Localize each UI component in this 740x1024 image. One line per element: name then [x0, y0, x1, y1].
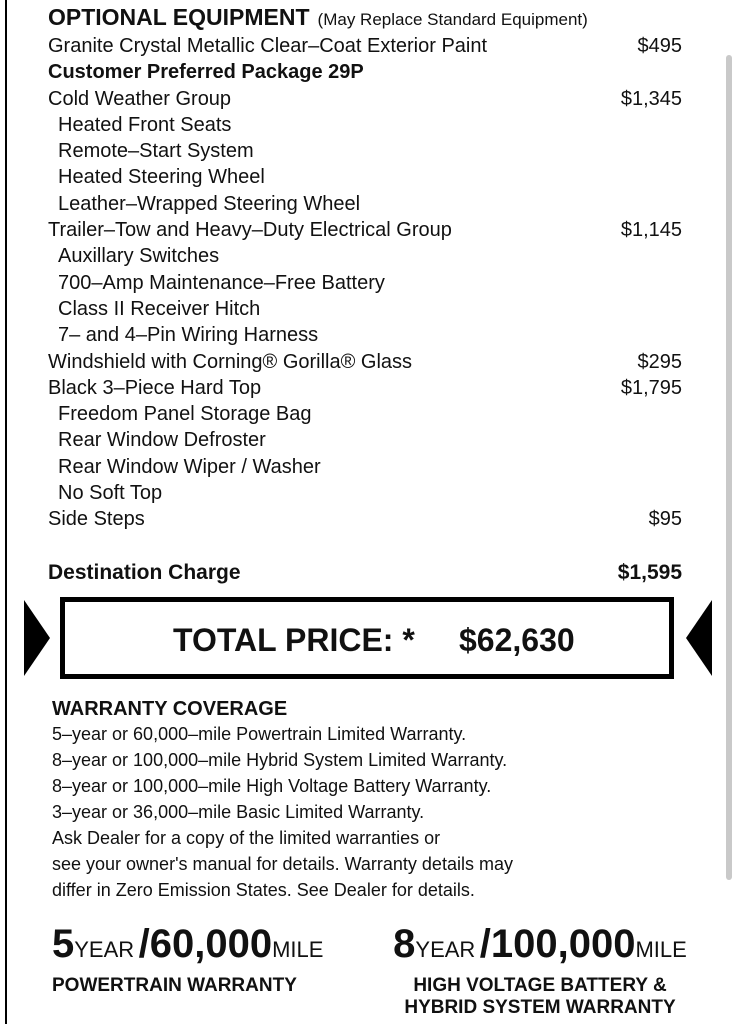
equipment-subitem — [48, 164, 688, 190]
section-title: OPTIONAL EQUIPMENT — [48, 4, 310, 30]
equipment-subitem — [48, 243, 688, 269]
equipment-price: $295 — [637, 350, 682, 373]
warranty-line: 8–year or 100,000–mile Hybrid System Limited Warranty. — [52, 750, 508, 770]
equipment-label: Customer Preferred Package 29P — [48, 61, 364, 84]
badge-headline: 8YEAR /100,000MILE — [393, 922, 687, 966]
destination-price: $1,595 — [617, 561, 682, 584]
equipment-price: $95 — [648, 508, 682, 531]
equipment-label: Class II Receiver Hitch — [58, 297, 261, 320]
equipment-item — [48, 217, 688, 243]
destination-charge-row — [48, 559, 684, 587]
equipment-label: Trailer–Tow and Heavy–Duty Electrical Group — [48, 219, 452, 242]
badge-mile-unit: MILE — [272, 937, 324, 962]
badge-year-unit: YEAR — [74, 937, 135, 962]
warranty-title: WARRANTY COVERAGE — [52, 698, 288, 720]
warranty-line: 8–year or 100,000–mile High Voltage Battery Warranty. — [52, 776, 492, 796]
badge-years: 5 — [52, 922, 75, 966]
section-note: (May Replace Standard Equipment) — [317, 10, 588, 29]
badge-headline: 5YEAR /60,000MILE — [52, 922, 324, 966]
warranty-line: see your owner's manual for details. Warranty details may — [52, 854, 513, 874]
equipment-price: $1,795 — [620, 376, 682, 399]
badge-years: 8 — [393, 922, 416, 966]
destination-label: Destination Charge — [48, 561, 241, 584]
equipment-label: Windshield with Corning® Gorilla® Glass — [48, 350, 413, 373]
equipment-price: $495 — [637, 35, 682, 57]
powertrain-warranty-badge — [52, 922, 332, 997]
equipment-label: 700–Amp Maintenance–Free Battery — [58, 271, 385, 294]
right-pointer-triangle — [686, 600, 712, 676]
equipment-subitem — [48, 401, 688, 427]
badge-caption: POWERTRAIN WARRANTY — [52, 975, 297, 996]
equipment-label: Remote–Start System — [58, 140, 254, 163]
badge-miles: 60,000 — [149, 922, 273, 966]
equipment-label: Black 3–Piece Hard Top — [48, 376, 262, 399]
equipment-label: Freedom Panel Storage Bag — [58, 403, 312, 426]
warranty-coverage-section — [52, 697, 612, 903]
badge-year-unit: YEAR — [415, 937, 476, 962]
equipment-item — [48, 506, 688, 532]
warranty-line: differ in Zero Emission States. See Dealer for details. — [52, 880, 475, 900]
optional-equipment-section — [48, 4, 688, 533]
equipment-subitem — [48, 480, 688, 506]
equipment-label: Rear Window Defroster — [58, 429, 266, 452]
equipment-label: Heated Front Seats — [58, 113, 232, 136]
badge-mile-unit: MILE — [635, 937, 687, 962]
scrollbar[interactable] — [726, 55, 732, 880]
equipment-label: Side Steps — [48, 508, 145, 531]
badge-caption-line-2: HYBRID SYSTEM WARRANTY — [404, 997, 676, 1018]
warranty-line: 5–year or 60,000–mile Powertrain Limited Warranty. — [52, 724, 467, 744]
total-price-label: TOTAL PRICE: * — [173, 622, 415, 658]
equipment-subitem — [48, 427, 688, 453]
equipment-label: 7– and 4–Pin Wiring Harness — [58, 324, 319, 347]
equipment-label: Heated Steering Wheel — [58, 166, 265, 189]
warranty-line: 3–year or 36,000–mile Basic Limited Warranty. — [52, 802, 425, 822]
equipment-label: Rear Window Wiper / Washer — [58, 455, 321, 478]
badge-caption-line-1: HIGH VOLTAGE BATTERY & — [413, 975, 667, 996]
equipment-item — [48, 86, 688, 112]
equipment-subitem — [48, 191, 688, 217]
equipment-label: Leather–Wrapped Steering Wheel — [58, 192, 361, 215]
equipment-price: $1,345 — [620, 87, 682, 110]
equipment-label: Auxillary Switches — [58, 245, 220, 268]
equipment-label: No Soft Top — [58, 482, 163, 505]
equipment-subitem — [48, 270, 688, 296]
equipment-item — [48, 375, 688, 401]
left-pointer-triangle — [24, 600, 50, 676]
equipment-item — [48, 349, 688, 375]
equipment-subitem — [48, 112, 688, 138]
equipment-item — [48, 33, 688, 59]
equipment-label: Cold Weather Group — [48, 87, 232, 110]
total-price-value: $62,630 — [459, 622, 575, 658]
total-price-box — [60, 597, 674, 679]
page-left-border — [5, 0, 7, 1024]
battery-hybrid-warranty-badge — [390, 922, 690, 1019]
equipment-label: Granite Crystal Metallic Clear–Coat Exterior Paint — [48, 35, 488, 57]
badge-miles: 100,000 — [490, 922, 636, 966]
equipment-price: $1,145 — [620, 219, 682, 242]
equipment-subitem — [48, 138, 688, 164]
equipment-item — [48, 59, 688, 85]
equipment-subitem — [48, 454, 688, 480]
warranty-lines — [52, 721, 612, 903]
equipment-list — [48, 33, 688, 533]
warranty-line: Ask Dealer for a copy of the limited warranties or — [52, 828, 441, 848]
equipment-subitem — [48, 296, 688, 322]
equipment-subitem — [48, 322, 688, 348]
section-header — [48, 4, 688, 33]
